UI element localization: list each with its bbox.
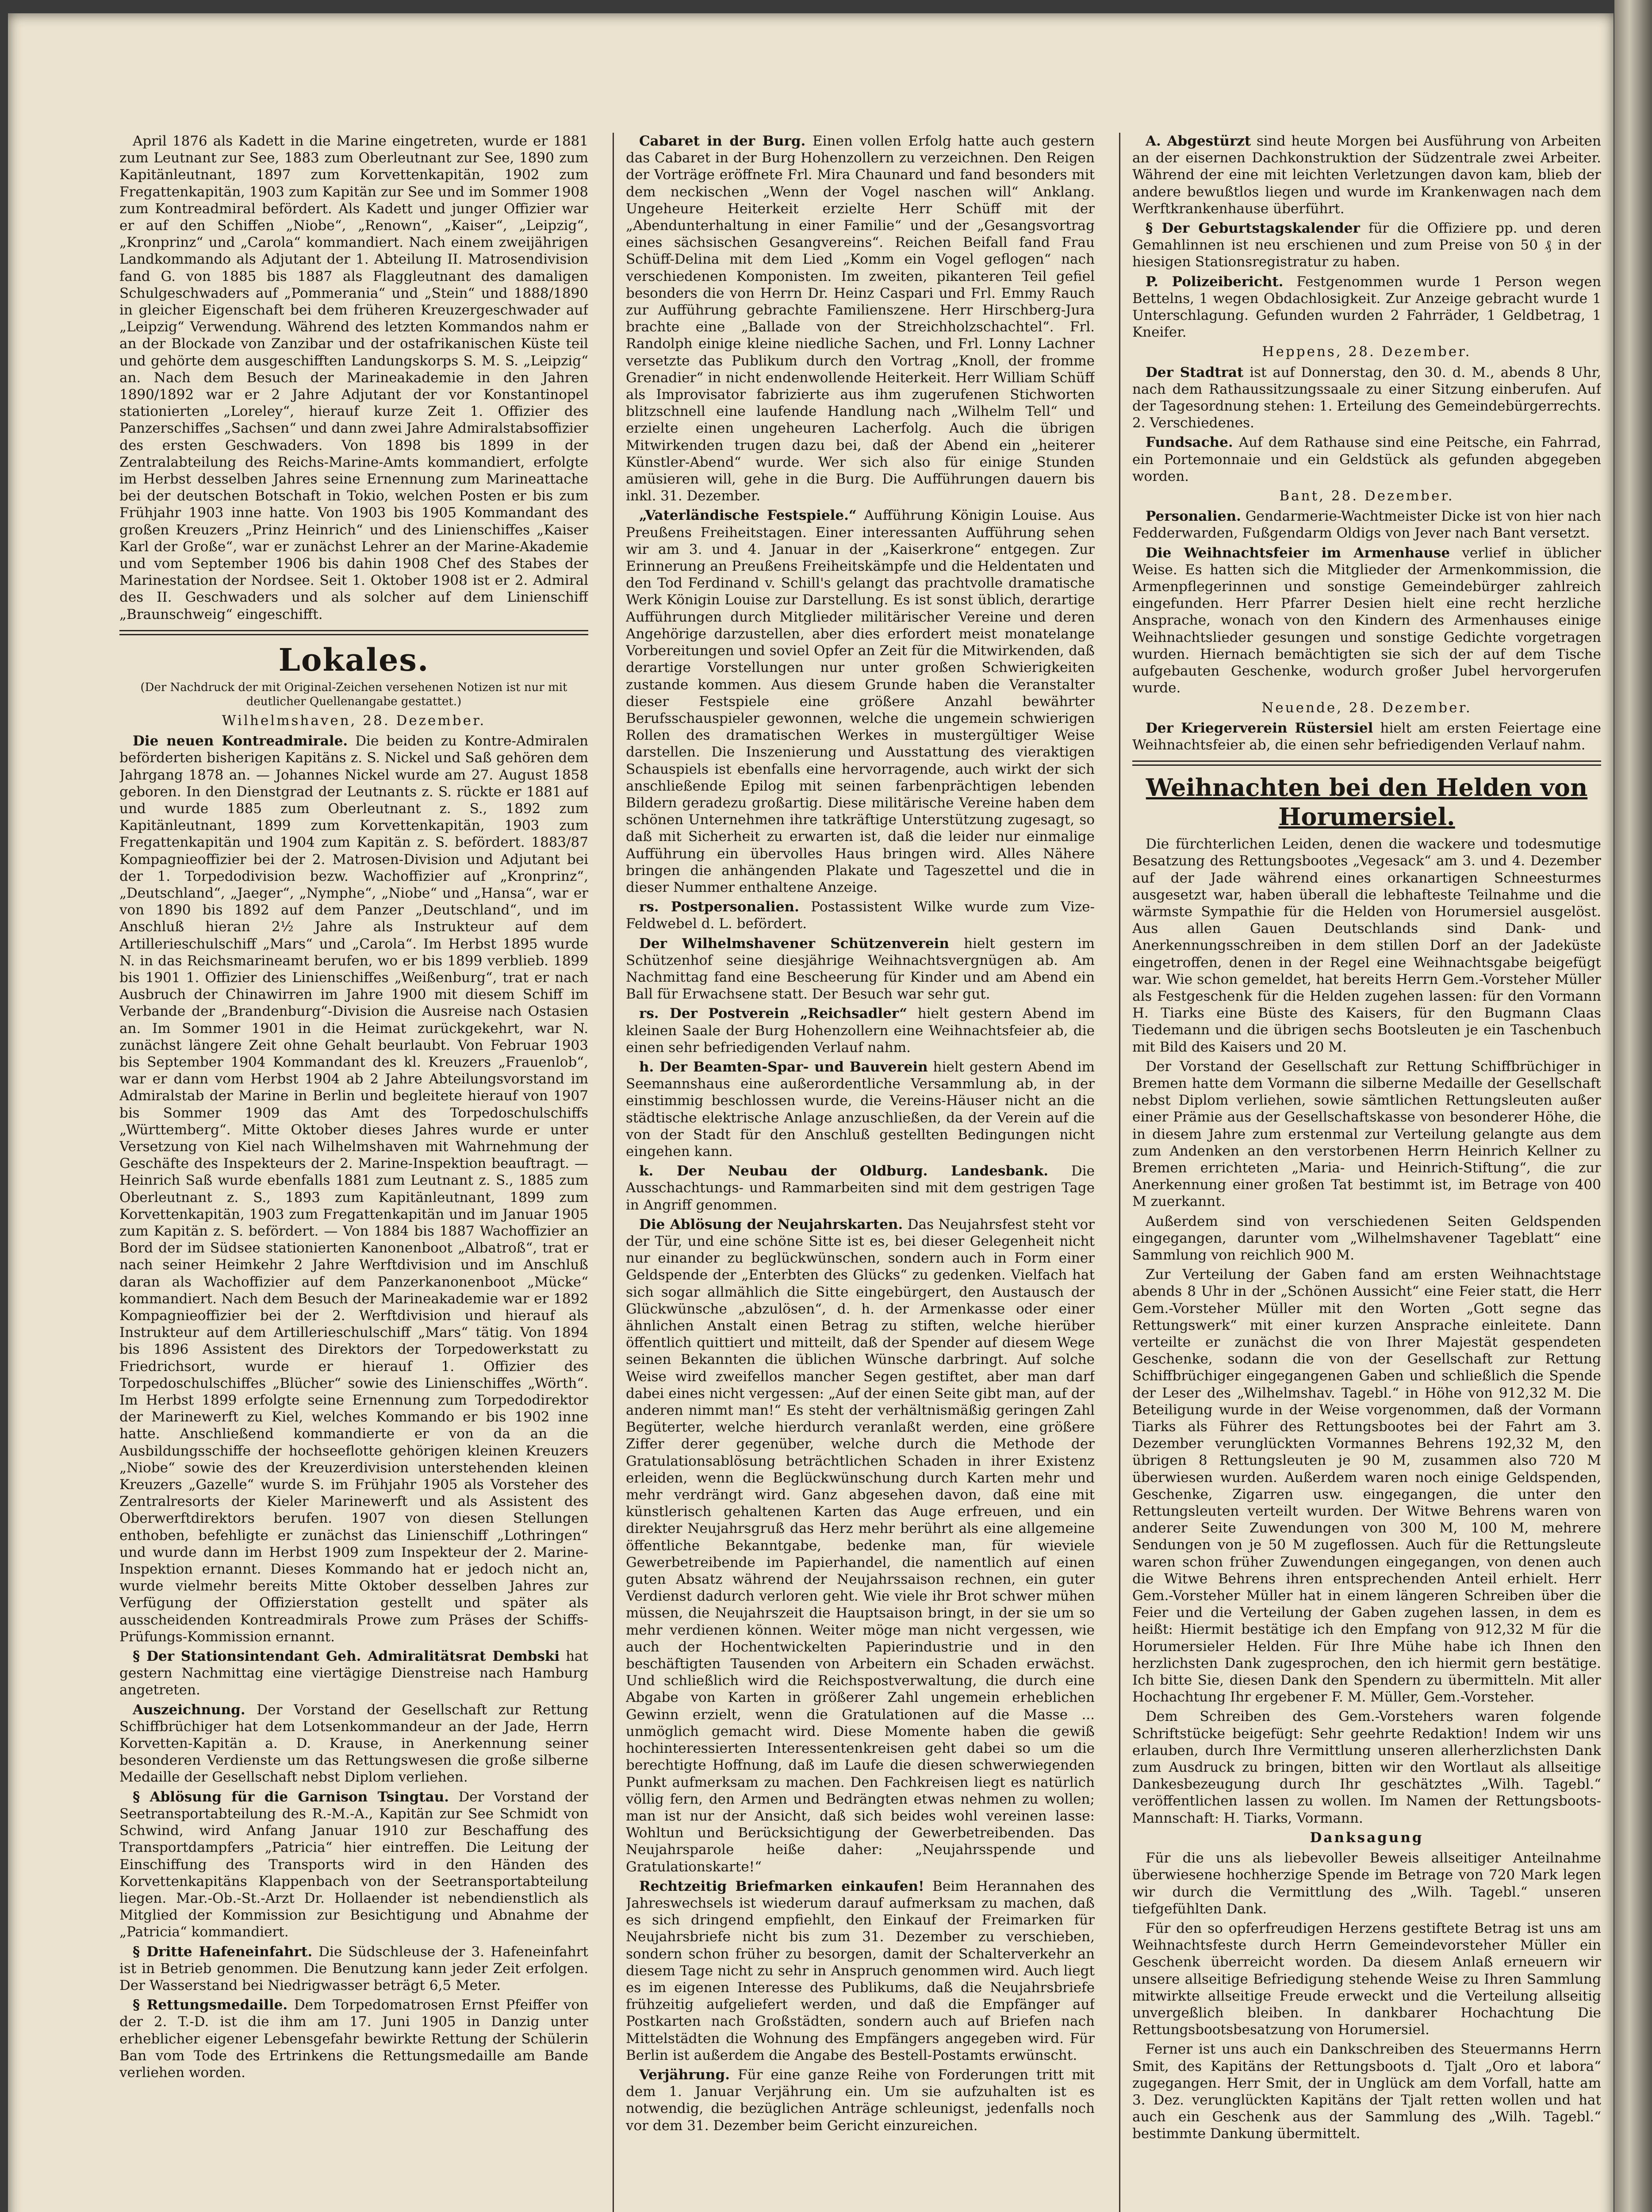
- reprint-note: (Der Nachdruck der mit Original-Zeichen versehenen Notizen ist nur mit deutlicher Quellenangabe gestattet.): [140, 680, 567, 708]
- article-body: Die beiden zu Kontre-Admiralen beförderten bisherigen Kapitäns z. S. Nickel und Saß gehören dem Jahrgang 1878 an. — Johannes Nickel wurde am 27. August 1858 geboren. In den Dienstgrad der Leutnants z. S. rückte er 1881 auf und wurde 1885 zum Oberleutnant z. S., 1892 zum Kapitänleutnant, 1899 zum Korvettenkapitän, 1903 zum Fregattenkapitän und 1904 zum Kapitän z. S. befördert. 1883/87 Kompagnieoffizier bei der 2. Matrosen-Division und Adjutant bei der 1. Torpedodivision bezw. Wachoffizier auf „Kronprinz“, „Deutschland“, „Jaeger“, „Nymphe“, „Niobe“ und „Hansa“, war er von 1890 bis 1892 auf dem Panzer „Deutschland“, und im Anschluß hieran 2½ Jahre als Instrukteur auf dem Artillerieschulschiff „Mars“ und „Carola“. Im Herbst 1895 wurde N. in das Reichsmarineamt berufen, wo er bis 1899 verblieb. 1899 bis 1901 1. Offizier des Linienschiffes „Weißenburg“, trat er nach Ausbruch der Chinawirren im Jahre 1900 mit diesem Schiff im Verbande der „Brandenburg“-Division die Ausreise nach Ostasien an. Im Sommer 1901 in die Heimat zurückgekehrt, war N. zunächst längere Zeit ohne Gehalt beurlaubt. Von Februar 1903 bis September 1904 Kommandant des kl. Kreuzers „Frauenlob“, war er dann vom Herbst 1904 ab 2 Jahre Abteilungsvorstand im Admiralstab der Marine in Berlin und begleitete hierauf von 1907 bis Sommer 1909 das Amt des Torpedoschulschiffs „Württemberg“. Mitte Oktober dieses Jahres wurde er unter Versetzung von Kiel nach Wilhelmshaven mit Wahrnehmung der Geschäfte des Inspekteurs der 2. Marine-Inspektion beauftragt. — Heinrich Saß wurde ebenfalls 1881 zum Leutnant z. S., 1885 zum Oberleutnant z. S., 1893 zum Kapitänleutnant, 1899 zum Korvettenkapitän, 1903 zum Fregattenkapitän und im Januar 1905 zum Kapitän z. S. befördert. — Von 1884 bis 1887 Wachoffizier an Bord der im Südsee stationierten Kanonenboot „Albatroß“, trat er nach seiner Heimkehr 2 Jahre Werftdivision und im Anschluß daran als Wachoffizier auf dem Panzerkanonenboot „Mücke“ kommandiert. Nach dem Besuch der Marineakademie war er 1892 Kompagnieoffizier bei der 2. Werftdivision und hierauf als Instrukteur auf dem Artillerieschulschiff „Mars“ tätig. Von 1894 bis 1896 Assistent des Direktors der Torpedowerkstatt zu Friedrichsort, wurde er hierauf 1. Offizier des Torpedoschulschiffes „Blücher“ sowie des Linienschiffes „Wörth“. Im Herbst 1899 erfolgte seine Ernennung zum Torpedodirektor der Marinewerft zu Kiel, welches Kommando er bis 1902 inne hatte. Anschließend kommandierte er von da an die Ausbildungsschiffe der hochseeflotte gehörigen kleinen Kreuzers „Niobe“ sowie des der Kreuzerdivision unterstehenden kleinen Kreuzers „Gazelle“ wurde S. im Frühjahr 1905 als Vorsteher des Zentralresorts der Kieler Marinewerft und als Assistent des Oberwerftdirektors berufen. 1907 von diesen Stellungen enthoben, befehligte er zunächst das Linienschiff „Lothringen“ und wurde dann im Herbst 1909 zum Inspekteur der 2. Marine-Inspektion ernannt. Dieses Kommando hat er jedoch nicht an, wurde vielmehr bereits Mitte Oktober desselben Jahres zur Verfügung der Offizierstation gestellt und später als ausscheidenden Kontreadmirals Prowe zum Präses der Schiffs-Prüfungs-Kommission ernannt.: [119, 733, 588, 1645]
- article-heading: Die Ablösung der Neujahrskarten.: [639, 1216, 903, 1233]
- dateline: Wilhelmshaven, 28. Dezember.: [222, 712, 486, 729]
- article: [1132, 545, 1601, 697]
- article: [119, 1789, 588, 1941]
- divider: [1132, 760, 1601, 766]
- article-heading: Verjährung.: [639, 2066, 730, 2083]
- article: [626, 1059, 1095, 1160]
- article: [626, 1163, 1095, 1214]
- article: [1132, 364, 1601, 432]
- article-heading: Der Stadtrat: [1146, 364, 1244, 380]
- article-body: hielt gestern Abend im Seemannshaus eine außerordentliche Versammlung ab, in der einstimmig beschlossen wurde, die Vereins-Häuser nicht an die städtische elektrische Anlage anzuschließen, da der Verein auf die von der Stadt für den Anschluß gestellten Bedingungen nicht eingehen kann.: [626, 1059, 1095, 1160]
- article-heading: „Vaterländische Festspiele.“: [639, 507, 857, 524]
- article-body: hat gestern Nachmittag eine viertägige Dienstreise nach Hamburg angetreten.: [119, 1648, 588, 1698]
- feature-paragraph: Außerdem sind von verschiedenen Seiten Geldspenden eingegangen, darunter vom „Wilhelmshavener Tageblatt“ eine Sammlung von reichlich 900 M.: [1132, 1213, 1601, 1263]
- article-body: hielt gestern im Schützenhof seine diesjährige Weihnachtsvergnügen ab. Am Nachmittag fand eine Bescheerung für Kinder und am Abend ein Ball für Erwachsene statt. Der Besuch war sehr gut.: [626, 935, 1095, 1002]
- article: [626, 507, 1095, 896]
- article-heading: Der Wilhelmshavener Schützenverein: [639, 935, 949, 952]
- article-body: Der Vorstand der Seetransportabteilung des R.-M.-A., Kapitän zur See Schmidt von Schwind, wird Anfang Januar 1910 zur Beschaffung des Transportdampfers „Patricia“ hier eintreffen. Die Leitung der Einschiffung des Transports wird in den Händen des Korvettenkapitäns Klappenbach von der Seetransportabteilung liegen. Mar.-Ob.-St.-Arzt Dr. Hollaender ist nebendienstlich als Mitglied der Kommission zur Besichtigung und Abnahme der „Patricia“ kommandiert.: [119, 1789, 588, 1940]
- article-heading: k. Der Neubau der Oldburg. Landesbank.: [639, 1163, 1049, 1179]
- article: [626, 935, 1095, 1003]
- article-heading: Die neuen Kontreadmirale.: [133, 733, 348, 749]
- article: [1132, 273, 1601, 341]
- article: [626, 899, 1095, 932]
- article-body: Beim Herannahen des Jahreswechsels ist wiederum darauf aufmerksam zu machen, daß es sich dringend empfiehlt, den Einkauf der Freimarken für Neujahrsbriefe nicht bis zum 31. Dezember zu verschieben, sondern schon früher zu besorgen, damit der Schalterverkehr an diesem Tage nicht zu sehr in Anspruch genommen wird. Auch liegt es im eigenen Interesse des Publikums, daß die Neujahrsbriefe frühzeitig aufgeliefert werden, und daß die Empfänger auf Postkarten nach Großstädten, sondern auch auf Briefen nach Mittelstädten die Wohnung des Empfängers angegeben wird. Für Berlin ist außerdem die Angabe des Bestell-Postamts erwünscht.: [626, 1878, 1095, 2063]
- dateline: Neuende, 28. Dezember.: [1261, 699, 1472, 716]
- article-heading: § Der Stationsintendant Geh. Admiralitätsrat Dembski: [133, 1648, 560, 1665]
- article-body: sind heute Morgen bei Ausführung von Arbeiten an der eisernen Dachkonstruktion der Südzentrale zwei Arbeiter. Während der eine mit leichten Verletzungen davon kam, blieb der andere bewußtlos liegen und wurde im Krankenwagen nach dem Werftkrankenhause überführt.: [1132, 133, 1601, 217]
- article-heading: Rechtzeitig Briefmarken einkaufen!: [639, 1878, 924, 1894]
- page-edge: [1614, 0, 1652, 2212]
- feature-paragraph: Zur Verteilung der Gaben fand am ersten Weihnachtstage abends 8 Uhr in der „Schönen Aussicht“ eine Feier statt, die Herr Gem.-Vorsteher Müller mit den Worten „Gott segne das Rettungswerk“ mit einer kurzen Ansprache einleitete. Dann verteilte er zunächst die von Ihrer Majestät gespendeten Geschenke, sodann die von der Gesellschaft zur Rettung Schiffbrüchiger eingegangenen Gaben und schließlich die Spende der Leser des „Wilhelmshav. Tagebl.“ in Höhe von 912,32 M. Die Beteiligung wurde in der Weise vorgenommen, daß der Vormann Tiarks als Führer des Rettungsbootes bei der Fahrt am 3. Dezember verunglückten Vormannes Behrens 192,32 M, den übrigen 8 Rettungsleuten je 90 M, zusammen also 720 M überwiesen wurden. Außerdem waren noch einige Geldspenden, Geschenke, Zigarren usw. eingegangen, die unter den Rettungsleuten verteilt wurden. Der Witwe Behrens waren von anderer Seite Zuwendungen von 300 M, 100 M, mehrere Sendungen von je 50 M zugeflossen. Auch für die Rettungsleute waren schon früher Zuwendungen eingegangen, von denen auch die Witwe Behrens ihren entsprechenden Anteil erhielt. Herr Gem.-Vorsteher Müller hat in einem längeren Schreiben über die Feier und die Verteilung der Gaben zugehen lassen, in dem es heißt: Hiermit bestätige ich den Empfang von 912,32 M für die Horumersieler Helden. Für Ihre Mühe habe ich Ihnen den herzlichsten Dank zugesprochen, den ich hiermit gern bestätige. Ich bitte Sie, diesen Dank den Spendern zu übermitteln. Mit aller Hochachtung Ihr ergebener F. M. Müller, Gem.-Vorsteher.: [1132, 1267, 1601, 1705]
- article: [1132, 720, 1601, 753]
- column-3: [1132, 133, 1601, 2212]
- article-body: Einen vollen Erfolg hatte auch gestern das Cabaret in der Burg Hohenzollern zu verzeichnen. Den Reigen der Vorträge eröffnete Frl. Mira Chaunard und fand besonders mit dem neckischen „Wenn der Vogel naschen will“ Anklang. Ungeheure Heiterkeit erzielte Herr Schüff mit der „Abendunterhaltung in einer Familie“ und der „Gesangsvortrag eines sächsischen Gesangvereins“. Reichen Beifall fand Frau Schüff-Delina mit dem Lied „Komm ein Vogel geflogen“ nach verschiedenen Komponisten. Im zweiten, pikanteren Teil gefiel besonders die von Herrn Dr. Heinz Caspari und Frl. Emmy Rauch zur Aufführung gebrachte Familienszene. Herr Hirschberg-Jura brachte eine „Ballade von der Streichholzschachtel“. Frl. Randolph einige kleine niedliche Sachen, und Frl. Lonny Lachner versetzte das Publikum durch den Vortrag „Knoll, der fromme Grenadier“ in nicht endenwollende Heiterkeit. Herr William Schüff als Improvisator fabrizierte aus ihm zugerufenen Stichworten blitzschnell eine laufende Handlung nach „Wilhelm Tell“ und erzielte einen ungeheuren Lacherfolg. Auch die übrigen Mitwirkenden trugen dazu bei, daß der Abend ein „heiterer Künstler-Abend“ wurde. Wer sich also für einige Stunden amüsieren will, gehe in die Burg. Die Aufführungen dauern bis inkl. 31. Dezember.: [626, 133, 1095, 504]
- article-heading: Die Weihnachtsfeier im Armenhause: [1146, 545, 1450, 561]
- article: [119, 1997, 588, 2081]
- article-body: Gendarmerie-Wachtmeister Dicke ist von hier nach Fedderwarden, Fußgendarm Oldigs von Jever nach Bant versetzt.: [1132, 508, 1601, 541]
- article: [626, 1216, 1095, 1875]
- article-heading: § Ablösung für die Garnison Tsingtau.: [133, 1789, 449, 1805]
- feature-paragraph: Ferner ist uns auch ein Dankschreiben des Steuermanns Herrn Smit, des Kapitäns der Rettungsboots d. Tjalt „Oro et labora“ zugegangen. Herr Smit, der in Unglück am dem Vorfall, hatte am 3. Dez. verunglückten Kapitäns der Tjalt retten wollen und hat auch ein Geschenk aus der Sammlung des „Wilh. Tagebl.“ bestimmte Dankung übermittelt.: [1132, 2041, 1601, 2142]
- article-body: Der Vorstand der Gesellschaft zur Rettung Schiffbrüchiger hat dem Lotsenkommandeur an der Jade, Herrn Korvetten-Kapitän a. D. Krause, in Anerkennung seiner besonderen Verdienste um das Rettungswesen die große silberne Medaille der Gesellschaft nebst Diplom verliehen.: [119, 1701, 588, 1786]
- article-heading: Cabaret in der Burg.: [639, 133, 806, 149]
- article: [119, 1648, 588, 1699]
- article-body: Das Neujahrsfest steht vor der Tür, und eine schöne Sitte ist es, bei dieser Gelegenheit nicht nur einander zu beglückwünschen, sondern auch in Form einer Geldspende der „Enterbten des Glücks“ zu gedenken. Vielfach hat sich sogar allmählich die Sitte eingebürgert, den Austausch der Glückwünsche „abzulösen“, d. h. der Armenkasse oder einer ähnlichen Anstalt einen Betrag zu stiften, welche hierüber öffentlich quittiert und mitteilt, daß der Spender auf diesem Wege seinen Bekannten die üblichen Wünsche darbringt. Auf solche Weise wird zweifellos mancher Segen gestiftet, aber man darf dabei eines nicht vergessen: „Auf der einen Seite gibt man, auf der anderen nimmt man!“ Es steht der verhältnismäßig geringen Zahl Begüterter, welche hierdurch veranlaßt werden, eine größere Ziffer derer gegenüber, welche durch die Methode der Gratulationsablösung beträchtlichen Schaden in ihrer Existenz erleiden, wenn die Beglückwünschung durch Karten mehr und mehr verdrängt wird. Ganz abgesehen davon, daß eine mit künstlerisch gehaltenen Karten das Auge erfreuen, und ein direkter Neujahrsgruß das Herz mehr berührt als eine allgemeine öffentliche Bekanntgabe, bedenke man, für wieviele Gewerbetreibende im Papierhandel, die namentlich auf einen guten Absatz während der Neujahrssaison rechnen, ein guter Verdienst dadurch verloren geht. Wie viele ihr Brot schwer mühen müssen, die Neujahrszeit die Hauptsaison bringt, in der sie um so mehr verdienen können. Weiter möge man nicht vergessen, wie auch der Hochentwickelten Papierindustrie und in den beschäftigten Tausenden von Arbeitern ein Schaden erwächst. Und schließlich wird die Reichspostverwaltung, die durch eine Abgabe von Karten in größerer Zahl ungemein erheblichen Gewinn erzielt, wenn die Gratulationen auf die Masse ... unmöglich gemacht wird. Diese Momente haben die gewiß hochinteressierten Interessentenkreisen geht dabei so um die berechtigte Hoffnung, daß im Laufe die diesen schwerwiegenden Punkt aufmerksam zu machen. Den Fachkreisen liegt es natürlich völlig fern, den Armen und Bedrängten etwas nehmen zu wollen; man ist nur der Ansicht, daß sich beides wohl vereinen lasse: Wohltun und Berücksichtigung der Gewerbetreibenden. Das Neujahrsparole heiße daher: „Neujahrsspende und Gratulationskarte!“: [626, 1216, 1095, 1875]
- article-body: Postassistent Wilke wurde zum Vize-Feldwebel d. L. befördert.: [626, 899, 1095, 932]
- article-heading: Auszeichnung.: [133, 1701, 245, 1718]
- feature-paragraph: Für den so opferfreudigen Herzens gestiftete Betrag ist uns am Weihnachtsfeste durch Herrn Gemeindevorsteher Müller ein Geschenk überreicht worden. Da diesem Anlaß erneuern wir unsere allseitige Befriedigung stehende Weise zu Ihren Sammlung mitwirkte allseitige Freude erweckt und die Verteilung allseitig unvergeßlich bleiben. In dankbarer Hochachtung Die Rettungsbootsbesatzung von Horumersiel.: [1132, 1920, 1601, 2038]
- article: [1132, 220, 1601, 271]
- section-title-lokales: Lokales.: [278, 641, 429, 678]
- column-2: [626, 133, 1095, 2212]
- article-heading: rs. Postpersonalien.: [639, 899, 799, 915]
- article: [1132, 508, 1601, 541]
- article: [119, 1943, 588, 1994]
- article-body: Die Ausschachtungs- und Rammarbeiten sind mit dem gestrigen Tage in Angriff genommen.: [626, 1163, 1095, 1213]
- article-heading: P. Polizeibericht.: [1146, 273, 1284, 290]
- article-body: Für eine ganze Reihe von Forderungen tritt mit dem 1. Januar Verjährung ein. Um sie aufzuhalten ist es notwendig, die bezüglichen Anträge schleunigst, jedenfalls noch vor dem 31. Dezember beim Gericht einzureichen.: [626, 2066, 1095, 2134]
- article: [1132, 434, 1601, 485]
- article-heading: Der Kriegerverein Rüstersiel: [1146, 720, 1373, 736]
- feature-paragraph: Für die uns als liebevoller Beweis allseitiger Anteilnahme überwiesene hochherzige Spende im Betrage von 720 Mark legen wir durch die Vermittlung des „Wilh. Tagebl.“ unseren tiefgefühlten Dank.: [1132, 1850, 1601, 1917]
- article-body: verlief in üblicher Weise. Es hatten sich die Mitglieder der Armenkommission, die Armenpflegerinnen und sonstige Gemeindebürger zahlreich eingefunden. Herr Pfarrer Desien hielt eine recht herzliche Ansprache, wonach von den Kindern des Armenhauses einige Weihnachtslieder gesungen und sonstige Gedichte vorgetragen wurden. Hiernach bemächtigten sie sich der auf dem Tische aufgebauten Geschenke, wodurch großer Jubel hervorgerufen wurde.: [1132, 545, 1601, 696]
- article: [1132, 133, 1601, 217]
- article-heading: Fundsache.: [1146, 434, 1233, 451]
- article: [119, 733, 588, 1645]
- column-rule: [1119, 133, 1120, 2212]
- article-body: Auf dem Rathause sind eine Peitsche, ein Fahrrad, ein Portemonnaie und ein Geldstück als gefunden abgegeben worden.: [1132, 434, 1601, 484]
- column-1: [119, 133, 588, 2212]
- article-body: Die Südschleuse der 3. Hafeneinfahrt ist in Betrieb genommen. Die Benutzung kann jeder Zeit erfolgen. Der Wasserstand bei Niedrigwasser beträgt 6,5 Meter.: [119, 1943, 588, 1993]
- article: [626, 1878, 1095, 2064]
- article-body: Festgenommen wurde 1 Person wegen Bettelns, 1 wegen Obdachlosigkeit. Zur Anzeige gebracht wurde 1 Unterschlagung. Gefunden wurden 2 Fahrräder, 1 Geldbetrag, 1 Kneifer.: [1132, 273, 1601, 341]
- danksagung-heading: Danksagung: [1310, 1829, 1424, 1846]
- divider: [119, 630, 588, 635]
- article-heading: rs. Der Postverein „Reichsadler“: [639, 1006, 908, 1022]
- article: [119, 1701, 588, 1786]
- dateline: Heppens, 28. Dezember.: [1262, 344, 1472, 360]
- feature-title: Weihnachten bei den Helden von Horumersiel.: [1146, 773, 1588, 831]
- article-body: hielt am ersten Feiertage eine Weihnachtsfeier ab, die einen sehr befriedigenden Verlauf nahm.: [1132, 720, 1601, 753]
- article: [626, 2066, 1095, 2134]
- article-heading: § Rettungsmedaille.: [133, 1997, 288, 2013]
- article-heading: h. Der Beamten-Spar- und Bauverein: [639, 1059, 928, 1075]
- article-body: Dem Torpedomatrosen Ernst Pfeiffer von der 2. T.-D. ist die ihm am 17. Juni 1905 in Danzig unter erheblicher eigener Lebensgefahr bewirkte Rettung der Schülerin Ban vom Tode des Ertrinkens die Rettungsmedaille am Bande verliehen worden.: [119, 1997, 588, 2081]
- article-continued: April 1876 als Kadett in die Marine eingetreten, wurde er 1881 zum Leutnant zur See, 1883 zum Oberleutnant zur See, 1890 zum Kapitänleutnant, 1897 zum Korvettenkapitän, 1902 zum Fregattenkapitän, 1903 zum Kapitän zur See und im Sommer 1908 zum Kontreadmiral befördert. Als Kadett und junger Offizier war er auf den Schiffen „Niobe“, „Renown“, „Kaiser“, „Leipzig“, „Kronprinz“ und „Carola“ kommandiert. Nach einem zweijährigen Landkommando als Adjutant der 1. Abteilung II. Matrosendivision fand G. von 1885 bis 1887 als Flaggleutnant des damaligen Schulgeschwaders auf „Pommerania“ und „Stein“ und 1888/1890 in gleicher Eigenschaft bei dem früheren Kreuzergeschwader auf „Leipzig“ Verwendung. Während des letzten Kommandos nahm er an der Blockade von Zanzibar und der ostafrikanischen Küste teil und gehörte dem ausgeschifften Landungskorps S. M. S. „Leipzig“ an. Nach dem Besuch der Marineakademie in den Jahren 1890/1892 war er 2 Jahre Adjutant der vor Konstantinopel stationierten „Loreley“, hierauf kurze Zeit 1. Offizier des Panzerschiffes „Sachsen“ und dann zwei Jahre Admiralstabsoffizier des ersten Geschwaders. Von 1898 bis 1899 in der Zentralabteilung des Reichs-Marine-Amts kommandiert, erfolgte im Herbst desselben Jahres seine Ernennung zum Marineattache bei der deutschen Botschaft in Tokio, welchen Posten er bis zum Frühjahr 1903 inne hatte. Von 1903 bis 1905 Kommandant des großen Kreuzers „Prinz Heinrich“ und des Linienschiffes „Kaiser Karl der Große“, war er zunächst Lehrer an der Marine-Akademie und vom September 1906 bis dahin 1908 Chef des Stabes der Marinestation der Nordsee. Seit 1. Oktober 1908 ist er 2. Admiral des II. Geschwaders und als solcher auf dem Linienschiff „Braunschweig“ eingeschifft.: [119, 133, 588, 622]
- article-body: ist auf Donnerstag, den 30. d. M., abends 8 Uhr, nach dem Rathaussitzungssaale zu einer Sitzung einberufen. Auf der Tagesordnung stehen: 1. Erteilung des Gemeindebürgerrechts. 2. Verschiedenes.: [1132, 364, 1601, 431]
- article-heading: § Der Geburtstagskalender: [1146, 220, 1360, 237]
- article-body: hielt gestern Abend im kleinen Saale der Burg Hohenzollern eine Weihnachtsfeier ab, die einen sehr befriedigenden Verlauf nahm.: [626, 1006, 1095, 1056]
- feature-paragraph: Dem Schreiben des Gem.-Vorstehers waren folgende Schriftstücke beigefügt: Sehr geehrte Redaktion! Indem wir uns erlauben, durch Ihre Vermittlung unseren allerherzlichsten Dank zum Ausdruck zu bringen, bitten wir den Wortlaut als allseitige Dankesbezeugung durch Ihr geschätztes „Wilh. Tagebl.“ veröffentlichen lassen zu wollen. Im Namen der Rettungsboots-Mannschaft: H. Tiarks, Vormann.: [1132, 1709, 1601, 1826]
- dateline: Bant, 28. Dezember.: [1279, 488, 1454, 504]
- article: [626, 133, 1095, 504]
- column-rule: [613, 133, 614, 2212]
- article: [626, 1005, 1095, 1056]
- article-heading: Personalien.: [1146, 508, 1241, 525]
- feature-paragraph: Der Vorstand der Gesellschaft zur Rettung Schiffbrüchiger in Bremen hatte dem Vormann die silberne Medaille der Gesellschaft nebst Diplom verliehen, sowie sämtlichen Rettungsleuten außer einer Prämie aus der Gesellschaftskasse von besonderer Höhe, die in diesem Jahre zum erstenmal zur Verteilung gelangte aus dem zum Andenken an den verstorbenen Herrn Heinrich Kellner zu Bremen errichteten „Maria- und Heinrich-Stiftung“, die zur Anerkennung einer großen Tat bestimmt ist, im Betrage von 400 M zuerkannt.: [1132, 1058, 1601, 1210]
- article-body: Aufführung Königin Louise. Aus Preußens Freiheitstagen. Einer interessanten Aufführung sehen wir am 3. und 4. Januar in der „Kaiserkrone“ entgegen. Zur Erinnerung an Preußens Freiheitskämpfe und die Heldentaten und den Tod Ferdinand v. Schill's gelangt das prachtvolle dramatische Werk Königin Louise zur Darstellung. Es ist sonst üblich, derartige Aufführungen durch Mitglieder militärischer Vereine und deren Angehörige darzustellen, aber dies erfordert meist monatelange Vorbereitungen und soviel Opfer an Zeit für die Mitwirkenden, daß derartige Vorstellungen nur unter großen Schwierigkeiten zustande kommen. Aus diesem Grunde haben die Veranstalter dieser Festspiele eine größere Anzahl bewährter Berufsschauspieler gewonnen, welche die ungemein schwierigen Rollen des dramatischen Werkes in mustergültiger Weise darstellen. Die Inszenierung und Ausstattung des vieraktigen Schauspiels ist ebenfalls eine hervorragende, auch wirkt der sich anschließende Epilog mit seinen farbenprächtigen lebenden Bildern geradezu großartig. Diese militärische Vereine haben dem schönen Unternehmen ihre tatkräftige Unterstützung zugesagt, so daß mit Sicherheit zu erwarten ist, daß die leider nur einmalige Aufführung ein übervolles Haus bringen wird. Alles Nähere bringen die anhängenden Plakate und Tageszettel und die in dieser Nummer enthaltene Anzeige.: [626, 507, 1095, 895]
- article-body: für die Offiziere pp. und deren Gemahlinnen ist neu erschienen und zum Preise von 50 ₰ in der hiesigen Stationsregistratur zu haben.: [1132, 220, 1601, 270]
- feature-paragraph: Die fürchterlichen Leiden, denen die wackere und todesmutige Besatzung des Rettungsbootes „Vegesack“ am 3. und 4. Dezember auf der Jade während eines orkanartigen Schneesturmes ausgesetzt war, haben überall die lebhafteste Teilnahme und die wärmste Sympathie für die Helden von Horumersiel ausgelöst. Aus allen Gauen Deutschlands sind Dank- und Anerkennungsschreiben in dem stillen Dorf an der Jadeküste eingetroffen, denen in der Regel eine Weihnachtsgabe beigefügt war. Wie schon gemeldet, hat bereits Herrn Gem.-Vorsteher Müller als Festgeschenk für die Helden zugehen lassen: für den Vormann H. Tiarks eine Büste des Kaisers, für den Bugmann Claas Tiedemann und die übrigen sechs Bootsleuten je ein Taschenbuch mit Bild des Kaisers und 20 M.: [1132, 836, 1601, 1055]
- article-heading: A. Abgestürzt: [1146, 133, 1251, 149]
- article-heading: § Dritte Hafeneinfahrt.: [133, 1943, 313, 1960]
